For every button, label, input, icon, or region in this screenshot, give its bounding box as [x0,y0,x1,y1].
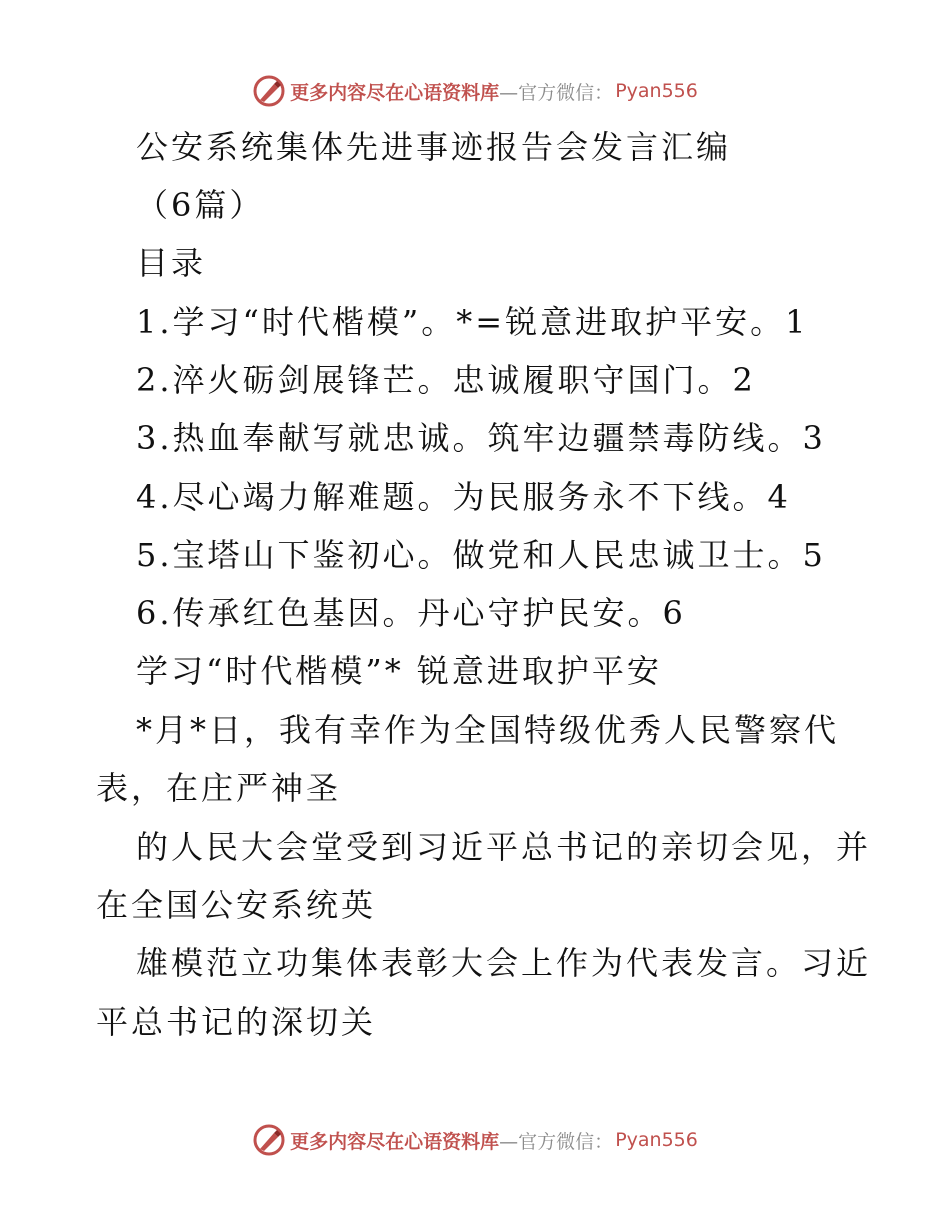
banner-wechat-id: Pyan556 [615,1129,698,1151]
body-line-6: 平总书记的深切关 [96,1003,377,1041]
body-line-1: *月*日，我有幸作为全国特级优秀人民警察代 [136,711,840,749]
banner-main-text: 更多内容尽在心语资料库 [290,1130,500,1153]
banner-separator-text: —官方微信： [499,1130,614,1153]
body-line-3: 的人民大会堂受到习近平总书记的亲切会见，并 [136,828,872,866]
toc-item-4: 4.尽心竭力解难题。为民服务永不下线。4 [136,478,791,516]
body-line-4: 在全国公安系统英 [96,886,377,924]
toc-item-3: 3.热血奉献写就忠诚。筑牢边疆禁毒防线。3 [136,419,826,457]
toc-item-6: 6.传承红色基因。丹心守护民安。6 [136,594,686,632]
body-line-5: 雄模范立功集体表彰大会上作为代表发言。习近 [136,944,872,982]
pen-logo-icon [252,1123,286,1157]
banner-wechat-id: Pyan556 [615,80,698,102]
pen-logo-icon [252,74,286,108]
toc-item-5: 5.宝塔山下鉴初心。做党和人民忠诚卫士。5 [136,536,826,574]
document-title-count: （6篇） [136,186,265,224]
section-title: 学习“时代楷模”* 锐意进取护平安 [136,652,662,690]
toc-item-2: 2.淬火砺剑展锋芒。忠诚履职守国门。2 [136,361,756,399]
document-title: 公安系统集体先进事迹报告会发言汇编 [136,128,732,166]
banner-separator-text: —官方微信： [499,81,614,104]
toc-item-1: 1.学习“时代楷模”。*=锐意进取护平安。1 [136,303,809,341]
body-line-2: 表，在庄严神圣 [96,769,342,807]
toc-heading: 目录 [136,244,207,282]
banner-main-text: 更多内容尽在心语资料库 [290,81,500,104]
watermark-banner-top [0,71,950,111]
watermark-banner-bottom [0,1120,950,1160]
